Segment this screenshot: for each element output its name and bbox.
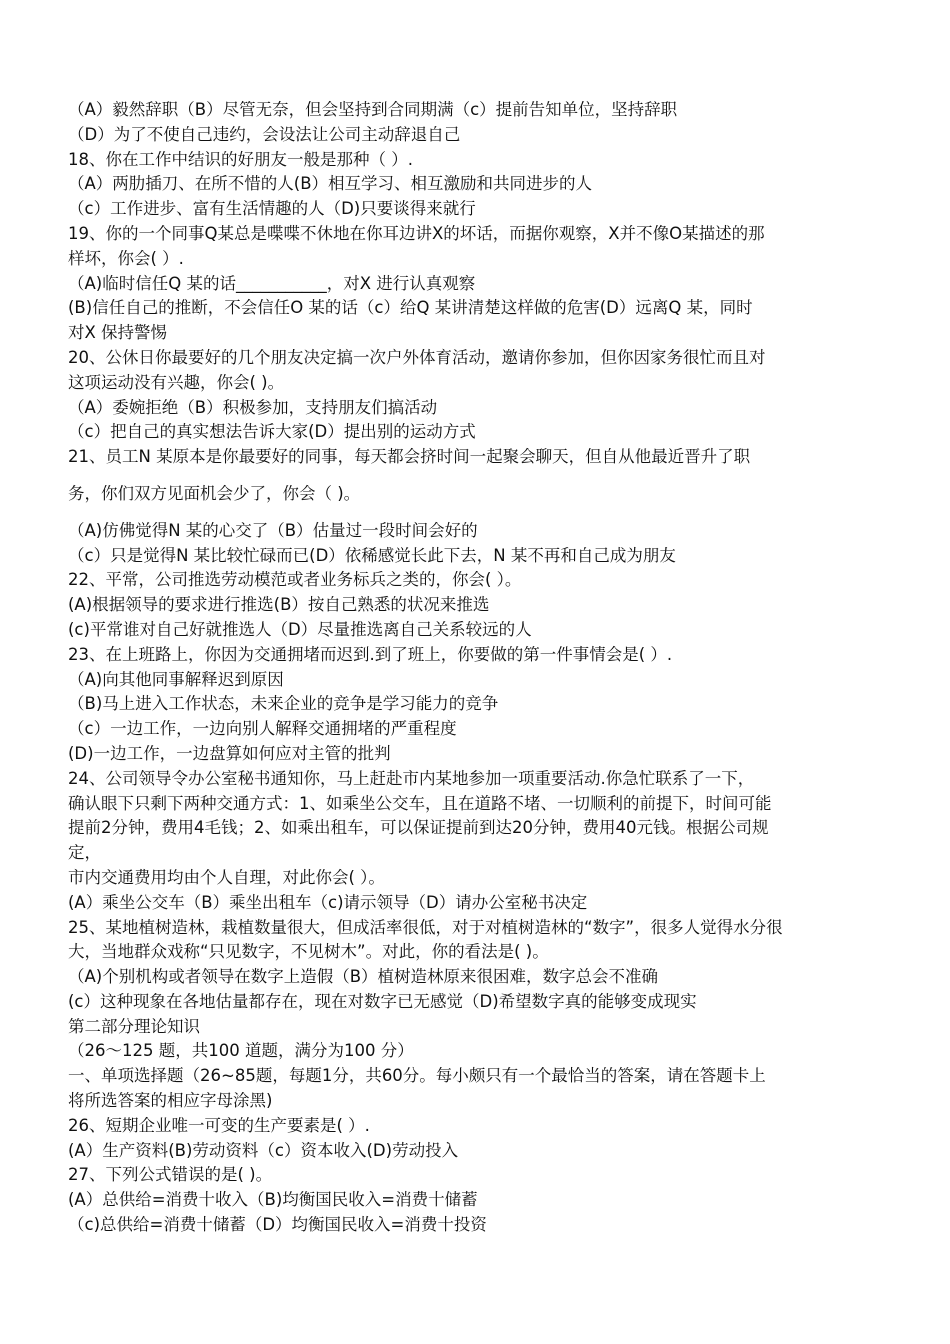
question-24-cont: 市内交通费用均由个人自理，对此你会( ）。	[68, 867, 385, 887]
question-24-cont: 确认眼下只剩下两种交通方式：1、如乘坐公交车，且在道路不堵、一切顺利的前提下，时间可能	[68, 793, 772, 813]
option-line: (B)信任自己的推断，不会信任O 某的话（c）给Q 某讲清楚这样做的危害(D）远离Q 某，同时	[68, 298, 753, 318]
question-20-cont: 这项运动没有兴趣，你会( )。	[68, 372, 285, 392]
option-line: （c）工作进步、富有生活情趣的人（D)只要谈得来就行	[68, 199, 476, 219]
option-line: (A）生产资料(B)劳动资料（c）资本收入(D)劳动投入	[68, 1140, 459, 1160]
option-line: (A）乘坐公交车（B）乘坐出租车（c)请示领导（D）请办公室秘书决定	[68, 892, 588, 912]
question-20: 20、公休日你最要好的几个朋友决定搞一次户外体育活动，邀请你参加，但你因家务很忙而且对	[68, 347, 766, 367]
option-line: （A）毅然辞职（B）尽管无奈，但会坚持到合同期满（c）提前告知单位，坚持辞职	[68, 100, 678, 119]
section-heading: 第二部分理论知识	[68, 1016, 200, 1036]
option-line: （c）一边工作，一边向别人解释交通拥堵的严重程度	[68, 719, 457, 739]
question-19: 19、你的一个同事Q某总是喋喋不休地在你耳边讲X的坏话，而据你观察，X并不像O某描述的那	[68, 223, 765, 243]
option-line: （D）为了不使自己违约，会设法让公司主动辞退自己	[68, 124, 461, 144]
question-25-cont: 大，当地群众戏称“只见数字，不见树木”。对此，你的看法是( )。	[68, 942, 549, 962]
option-line: （A)个别机构或者领导在数字上造假（B）植树造林原来很困难，数字总会不准确	[68, 967, 659, 987]
question-22: 22、平常，公司推选劳动模范或者业务标兵之类的，你会( ）。	[68, 570, 522, 590]
question-21: 21、员工N 某原本是你最要好的同事，每天都会挤时间一起聚会聊天，但自从他最近晋升了职	[68, 447, 751, 467]
option-line: (c)平常谁对自己好就推选人（D）尽量推选离自己关系较远的人	[68, 619, 532, 639]
option-line: （A)临时信任Q 某的话___________，对X 进行认真观察	[68, 273, 476, 293]
option-line: 对X 保持警惕	[68, 323, 168, 343]
option-line: (A）总供给=消费十收入（B)均衡国民收入=消费十储蓄	[68, 1190, 478, 1210]
question-25: 25、某地植树造林，栽植数量很大，但成活率很低，对于对植树造林的“数字”，很多人觉得水分很	[68, 917, 783, 937]
section-subheading: （26～125 题，共100 道题，满分为100 分）	[68, 1041, 414, 1061]
option-line: （A)向其他同事解释迟到原因	[68, 669, 284, 689]
question-21-cont: 务，你们双方见面机会少了，你会（ )。	[68, 483, 361, 503]
question-24: 24、公司领导令办公室秘书通知你，马上赶赴市内某地参加一项重要活动.你急忙联系了一下，	[68, 768, 755, 788]
instruction-line: 将所选答案的相应字母涂黑)	[68, 1091, 273, 1111]
option-line: （A）委婉拒绝（B）积极参加，支持朋友们搞活动	[68, 397, 438, 417]
question-24-cont: 定，	[68, 843, 101, 863]
option-line: （A)仿佛觉得N 某的心交了（B）估量过一段时间会好的	[68, 520, 478, 540]
option-line: （B)马上进入工作状态，未来企业的竞争是学习能力的竞争	[68, 694, 499, 714]
document-body	[68, 98, 886, 1238]
question-24-cont: 提前2分钟，费用4毛钱；2、如乘出租车，可以保证提前到达20分钟，费用40元钱。根据公司规	[68, 818, 769, 838]
question-23: 23、在上班路上，你因为交通拥堵而迟到.到了班上，你要做的第一件事情会是( ）.	[68, 644, 673, 664]
option-line: （c)总供给=消费十储蓄（D）均衡国民收入=消费十投资	[68, 1215, 487, 1235]
option-line: (A)根据领导的要求进行推选(B）按自己熟悉的状况来推选	[68, 595, 490, 615]
option-line: (c）这种现象在各地估量都存在，现在对数字已无感觉（D)希望数字真的能够变成现实	[68, 991, 697, 1011]
question-26: 26、短期企业唯一可变的生产要素是( ）.	[68, 1115, 370, 1135]
question-18: 18、你在工作中结识的好朋友一般是那种（ ）.	[68, 149, 413, 169]
option-line: (D)一边工作，一边盘算如何应对主管的批判	[68, 743, 391, 763]
option-line: （c）把自己的真实想法告诉大家(D）提出别的运动方式	[68, 422, 476, 442]
option-line: （c）只是觉得N 某比较忙碌而已(D）依稀感觉长此下去，N 某不再和自己成为朋友	[68, 545, 676, 565]
option-line: （A）两肋插刀、在所不惜的人(B）相互学习、相互激励和共同进步的人	[68, 174, 593, 194]
question-19-cont: 样坏，你会( ）.	[68, 248, 184, 268]
question-27: 27、下列公式错误的是( )。	[68, 1165, 273, 1185]
instruction-line: 一、单项选择题（26~85题，每题1分，共60分。每小颇只有一个最恰当的答案，请在答题卡上	[68, 1066, 766, 1086]
